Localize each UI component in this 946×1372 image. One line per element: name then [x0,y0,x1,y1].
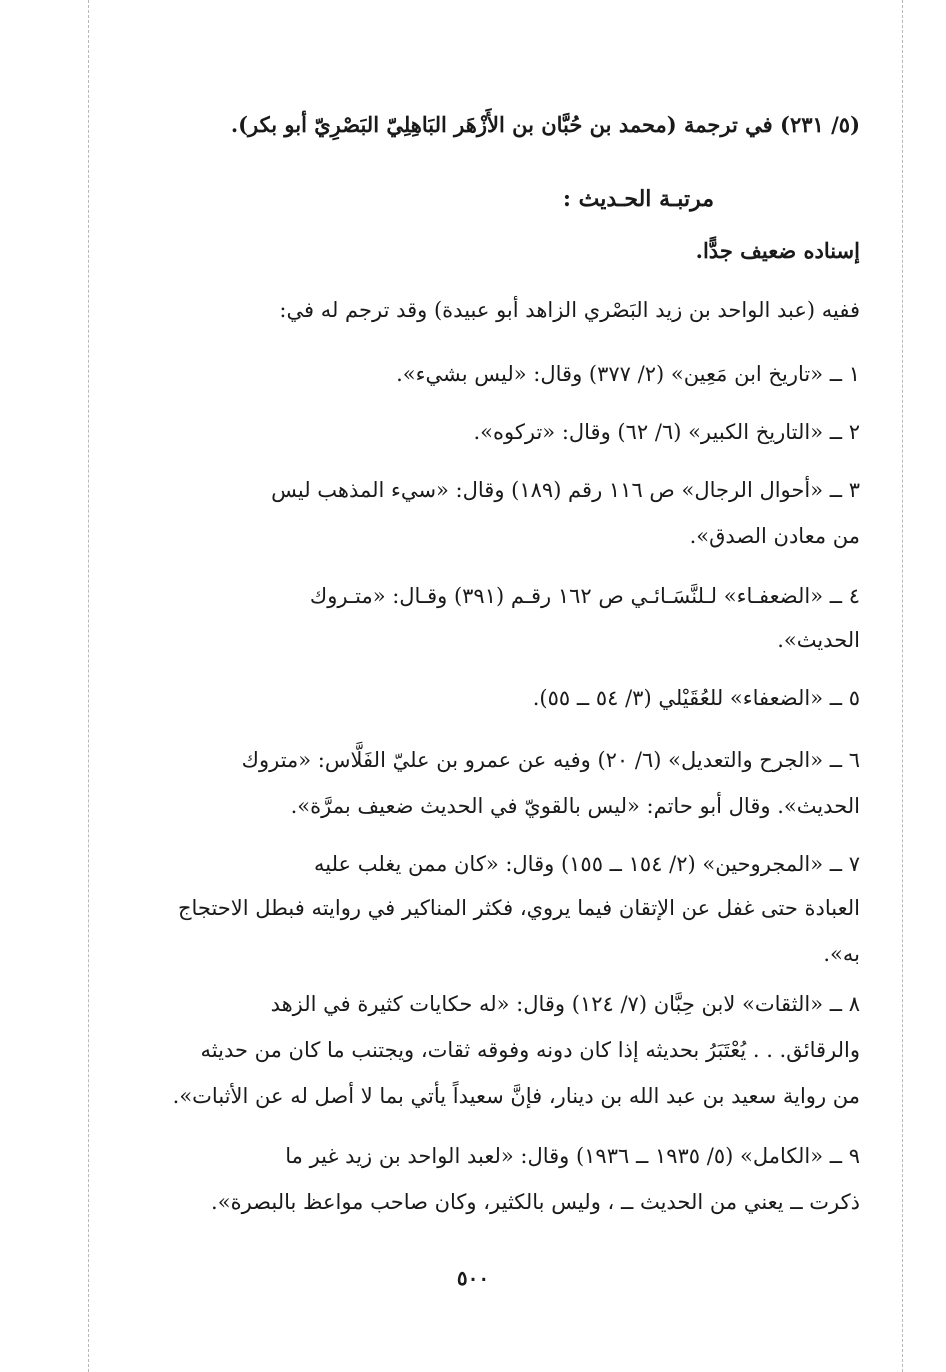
item-8-line-2: والرقائق. . . يُعْتَبَرُ بحديثه إذا كان دونه وفوقه ثقات، ويجتنب ما كان من حديثه [200,1038,860,1062]
page-number: ٥٠٠ [456,1266,490,1290]
section-heading: مرتبـة الحـديث : [562,186,714,212]
item-8-line-3: من رواية سعيد بن عبد الله بن دينار، فإنَّ سعيداً يأتي بما لا أصل له عن الأثبات». [172,1084,860,1108]
item-9-line-2: ذكرت ــ يعني من الحديث ــ ، وليس بالكثير، وكان صاحب مواعظ بالبصرة». [211,1190,860,1214]
item-8-line-1: ٨ ــ «الثقات» لابن حِبَّان (٧/ ١٢٤) وقال: «له حكايات كثيرة في الزهد [270,992,860,1016]
item-4-line-1: ٤ ــ «الضعفـاء» لـلنَّسَـائـي ص ١٦٢ رقـم (٣٩١) وقـال: «متـروك [309,584,860,608]
item-1: ١ ــ «تاريخ ابن مَعِين» (٢/ ٣٧٧) وقال: «ليس بشيء». [396,362,860,386]
item-6-line-1: ٦ ــ «الجرح والتعديل» (٦/ ٢٠) وفيه عن عمرو بن عليّ الفَلَّاس: «متروك [241,748,860,772]
item-2: ٢ ــ «التاريخ الكبير» (٦/ ٦٢) وقال: «تركوه». [473,420,860,444]
item-4-line-2: الحديث». [777,628,860,652]
margin-guide-right [902,0,903,1372]
item-6-line-2: الحديث». وقال أبو حاتم: «ليس بالقويّ في الحديث ضعيف بمرَّة». [290,794,860,818]
item-9-line-1: ٩ ــ «الكامل» (٥/ ١٩٣٥ ــ ١٩٣٦) وقال: «لعبد الواحد بن زيد غير ما [285,1144,860,1168]
item-7-line-3: به». [823,942,860,966]
item-7-line-2: العبادة حتى غفل عن الإتقان فيما يروي، فكثر المناكير في روايته فبطل الاحتجاج [177,896,860,920]
top-reference-line: (٥/ ٢٣١) في ترجمة (محمد بن حُبَّان بن الأَزْهَر البَاهِلِيّ البَصْرِيّ أبو بكر). [230,112,860,137]
item-3-line-2: من معادن الصدق». [689,524,860,548]
item-3-line-1: ٣ ــ «أحوال الرجال» ص ١١٦ رقم (١٨٩) وقال: «سيء المذهب ليس [271,478,860,502]
item-7-line-1: ٧ ــ «المجروحين» (٢/ ١٥٤ ــ ١٥٥) وقال: «كان ممن يغلب عليه [313,852,860,876]
intro-line: ففيه (عبد الواحد بن زيد البَصْري الزاهد أبو عبيدة) وقد ترجم له في: [279,298,860,322]
margin-guide-left [88,0,89,1372]
item-5: ٥ ــ «الضعفاء» للعُقَيْلي (٣/ ٥٤ ــ ٥٥). [532,686,860,710]
grade-line: إسناده ضعيف جدًّا. [695,238,860,263]
